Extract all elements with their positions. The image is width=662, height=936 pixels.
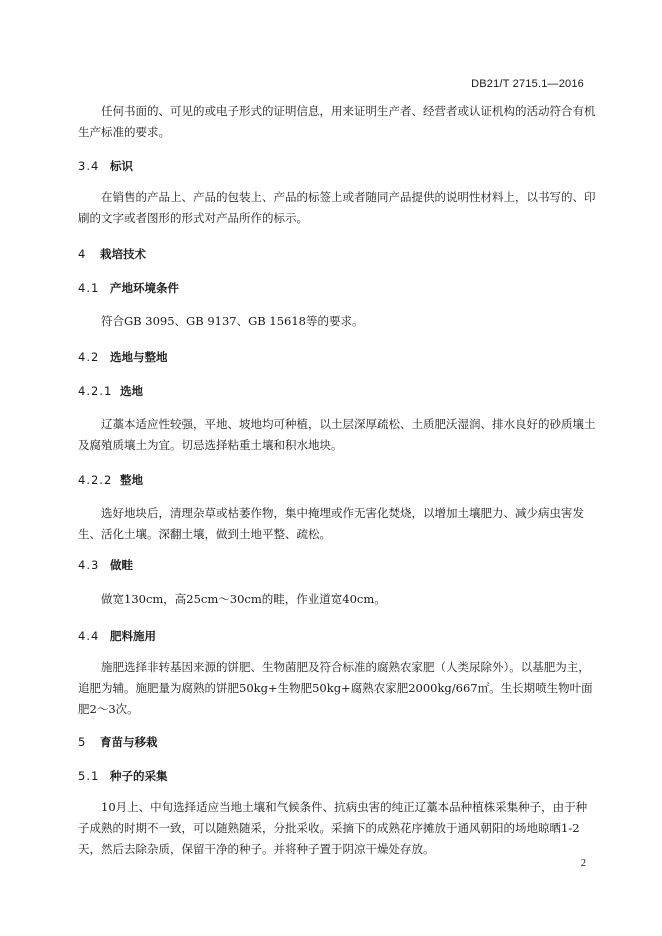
section-3-4-heading	[78, 158, 133, 174]
section-5-1-heading	[78, 768, 168, 784]
paragraph-4-2-2: 选好地块后，清理杂草或枯萎作物，集中掩埋或作无害化焚烧，以增加土壤肥力、减少病虫害发生、活化土壤。深翻土壤，做到土地平整、疏松。	[78, 506, 584, 541]
paragraph-4-3: 做宽130cm，高25cm～30cm的畦，作业道宽40cm。	[101, 592, 386, 606]
section-title: 整地	[120, 473, 143, 487]
section-title: 标识	[110, 159, 133, 173]
section-number: 4.2.1	[78, 384, 113, 398]
section-4-2-heading	[78, 349, 168, 365]
section-number: 5	[78, 735, 87, 749]
section-4-1-heading	[78, 280, 179, 296]
paragraph-4-1: 符合GB 3095、GB 9137、GB 15618等的要求。	[101, 314, 364, 328]
section-number: 4.3	[78, 558, 100, 572]
section-number: 5.1	[78, 769, 100, 783]
section-4-heading	[78, 246, 146, 262]
section-5-heading	[78, 734, 158, 750]
section-title: 肥料施用	[110, 629, 156, 643]
section-4-2-2-heading	[78, 472, 143, 488]
section-number: 4	[78, 247, 87, 261]
document-code-header: DB21/T 2715.1—2016	[471, 78, 584, 90]
section-number: 4.1	[78, 281, 100, 295]
section-number: 4.2	[78, 350, 100, 364]
section-title: 育苗与移栽	[100, 735, 158, 749]
paragraph-4-4: 施肥选择非转基因来源的饼肥、生物菌肥及符合标准的腐熟农家肥（人类尿除外）。以基肥为主，追肥为辅。施肥量为腐熟的饼肥50kg+生物肥50kg+腐熟农家肥2000kg/667㎡。生长期喷生物叶面肥2～3次。	[78, 660, 593, 716]
section-title: 栽培技术	[100, 247, 146, 261]
paragraph-4-2-1: 辽藁本适应性较强，平地、坡地均可种植，以土层深厚疏松、土质肥沃湿润、排水良好的砂质壤土及腐殖质壤土为宜。切忌选择粘重土壤和积水地块。	[78, 417, 596, 452]
section-title: 选地与整地	[110, 350, 168, 364]
paragraph-5-1: 10月上、中旬选择适应当地土壤和气候条件、抗病虫害的纯正辽藁本品种植株采集种子，由于种子成熟的时期不一致，可以随熟随采，分批采收。采摘下的成熟花序摊放于通风朝阳的场地晾晒1-2天，然后去除杂质，保留干净的种子。并将种子置于阴凉干燥处存放。	[78, 800, 588, 856]
section-number: 3.4	[78, 159, 100, 173]
section-title: 种子的采集	[110, 769, 168, 783]
section-4-3-heading	[78, 557, 133, 573]
paragraph-certificate-continued: 任何书面的、可见的或电子形式的证明信息，用来证明生产者、经营者或认证机构的活动符合有机生产标准的要求。	[78, 104, 596, 139]
page-number: 2	[580, 858, 586, 869]
section-4-2-1-heading	[78, 383, 143, 399]
header-rule	[78, 96, 584, 97]
section-4-4-heading	[78, 628, 156, 644]
section-title: 产地环境条件	[110, 281, 179, 295]
section-title: 做畦	[110, 558, 133, 572]
section-number: 4.4	[78, 629, 100, 643]
paragraph-3-4: 在销售的产品上、产品的包装上、产品的标签上或者随同产品提供的说明性材料上，以书写的、印刷的文字或者图形的形式对产品所作的标示。	[78, 190, 596, 225]
section-number: 4.2.2	[78, 473, 113, 487]
section-title: 选地	[120, 384, 143, 398]
